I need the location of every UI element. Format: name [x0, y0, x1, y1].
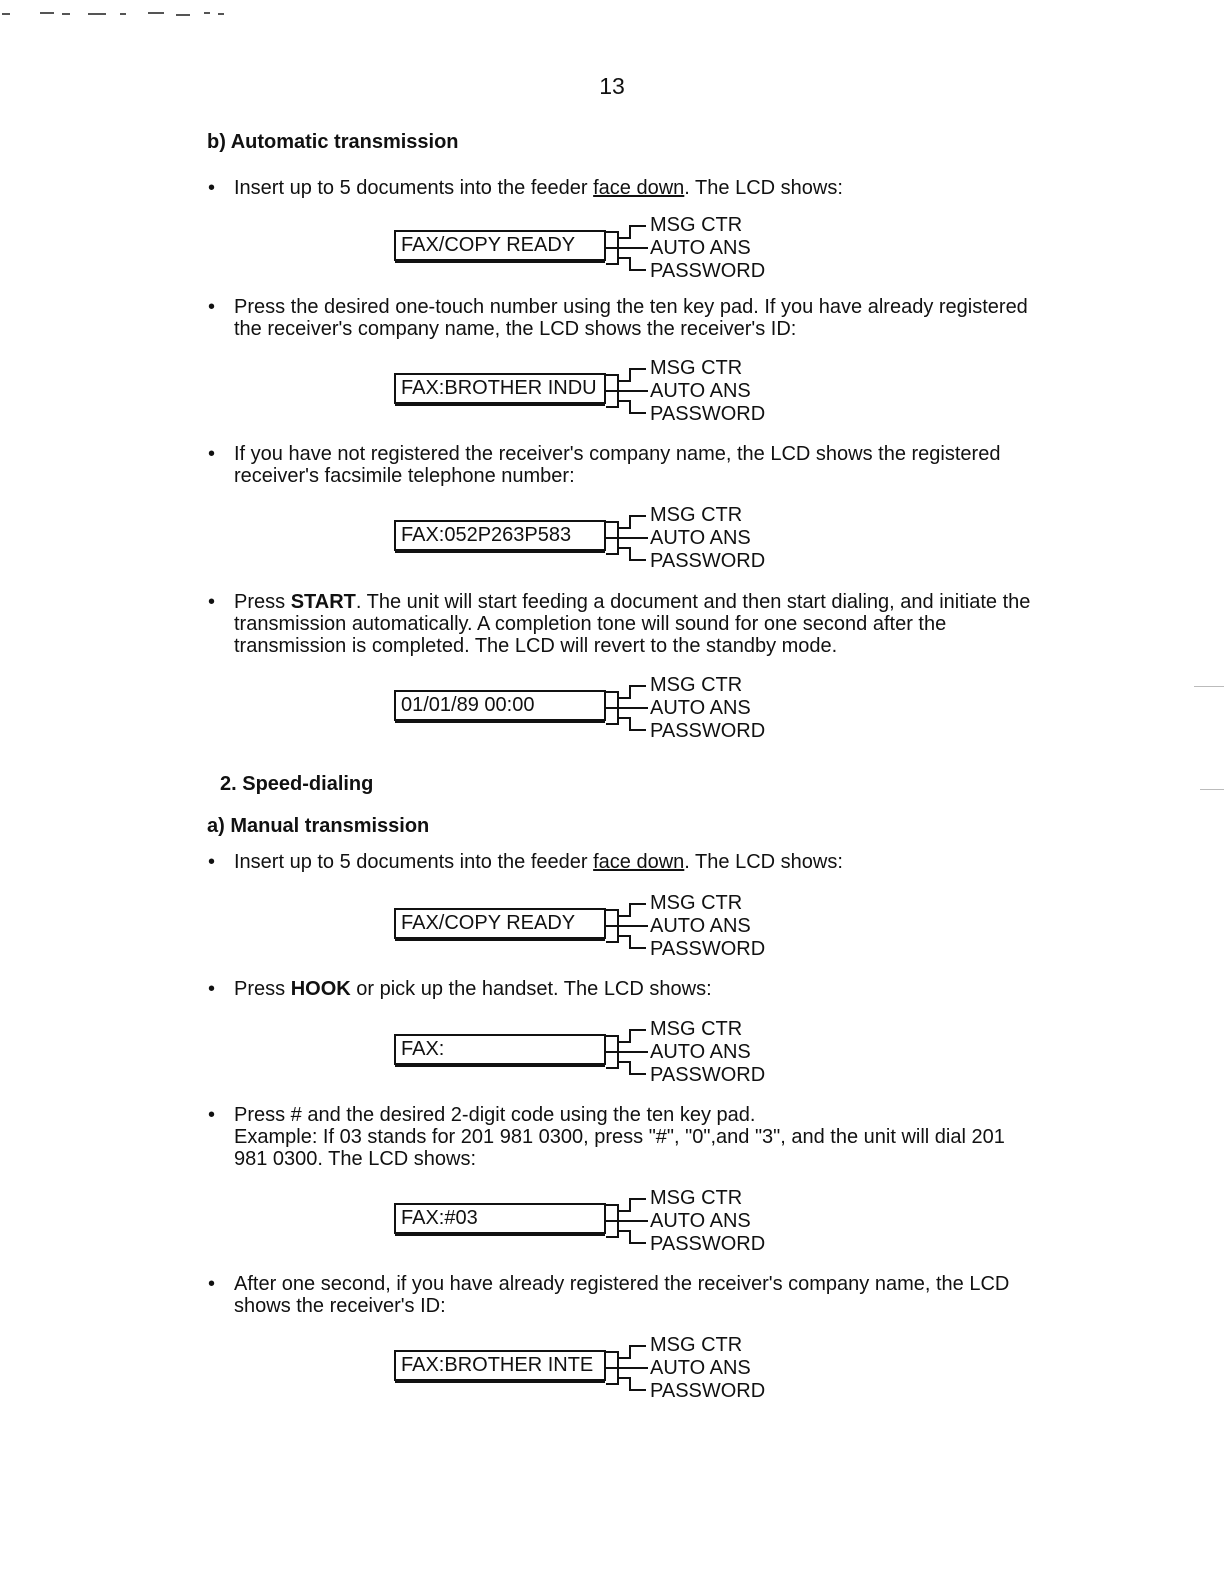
- lcd-label-msg-ctr: MSG CTR: [650, 1334, 743, 1356]
- lcd-label-auto-ans: AUTO ANS: [650, 237, 751, 259]
- section-heading-automatic-transmission: b) Automatic transmission: [207, 131, 459, 153]
- lcd-label-auto-ans: AUTO ANS: [650, 697, 751, 719]
- lcd-display-diagram: [394, 357, 794, 427]
- lcd-label-password: PASSWORD: [650, 403, 766, 425]
- lcd-label-auto-ans: AUTO ANS: [650, 1041, 751, 1063]
- step-text: Press # and the desired 2-digit code using the ten key pad. Example: If 03 stands for 201 981 0300, press "#", "0",and "3", and the unit will dial 201 981 0300. The LCD shows:: [234, 1104, 1005, 1170]
- scan-artifact: [0, 8, 240, 20]
- scan-artifact: [1194, 686, 1224, 687]
- lcd-screen: FAX:BROTHER INTE: [394, 1350, 606, 1381]
- bullet: •: [208, 1104, 216, 1126]
- lcd-screen: FAX:052P263P583: [394, 520, 606, 551]
- scan-artifact: [1200, 789, 1224, 790]
- lcd-label-auto-ans: AUTO ANS: [650, 1357, 751, 1379]
- bracket-connector-icon: [604, 674, 654, 744]
- face-down-text: face down: [593, 851, 685, 873]
- bracket-connector-icon: [604, 357, 654, 427]
- bracket-connector-icon: [604, 504, 654, 574]
- lcd-screen: 01/01/89 00:00: [394, 690, 606, 721]
- step-text: Insert up to 5 documents into the feeder face down. The LCD shows:: [234, 177, 843, 199]
- bracket-connector-icon: [604, 214, 654, 284]
- step-text: Press START. The unit will start feeding a document and then start dialing, and initiate the transmission automatically. A completion tone will sound for one second after the transmission is completed. The LCD will revert to the standby mode.: [234, 591, 1031, 657]
- section-heading-manual-transmission: a) Manual transmission: [207, 815, 430, 837]
- step-text: Insert up to 5 documents into the feeder face down. The LCD shows:: [234, 851, 843, 873]
- lcd-label-password: PASSWORD: [650, 1233, 766, 1255]
- lcd-screen: FAX/COPY READY: [394, 230, 606, 261]
- hook-key-label: HOOK: [290, 978, 351, 1000]
- bullet: •: [208, 177, 216, 199]
- face-down-text: face down: [593, 177, 685, 199]
- lcd-label-msg-ctr: MSG CTR: [650, 357, 743, 379]
- bullet: •: [208, 1273, 216, 1295]
- lcd-label-password: PASSWORD: [650, 938, 766, 960]
- bullet: •: [208, 851, 216, 873]
- bullet: •: [208, 296, 216, 318]
- lcd-display-diagram: [394, 504, 794, 574]
- lcd-label-password: PASSWORD: [650, 1380, 766, 1402]
- bullet: •: [208, 443, 216, 465]
- lcd-screen: FAX:: [394, 1034, 606, 1065]
- lcd-label-msg-ctr: MSG CTR: [650, 504, 743, 526]
- lcd-screen: FAX:BROTHER INDU: [394, 373, 606, 404]
- step-text: After one second, if you have already registered the receiver's company name, the LCD shows the receiver's ID:: [234, 1273, 1010, 1317]
- lcd-label-auto-ans: AUTO ANS: [650, 915, 751, 937]
- lcd-label-msg-ctr: MSG CTR: [650, 674, 743, 696]
- lcd-display-diagram: [394, 214, 794, 284]
- lcd-label-password: PASSWORD: [650, 720, 766, 742]
- lcd-screen: FAX/COPY READY: [394, 908, 606, 939]
- lcd-display-diagram: [394, 1334, 794, 1404]
- lcd-label-msg-ctr: MSG CTR: [650, 1018, 743, 1040]
- step-text: If you have not registered the receiver's company name, the LCD shows the registered receiver's facsimile telephone number:: [234, 443, 1001, 487]
- step-text: Press the desired one-touch number using the ten key pad. If you have already registered the receiver's company name, the LCD shows the receiver's ID:: [234, 296, 1028, 340]
- lcd-display-diagram: [394, 1018, 794, 1088]
- lcd-display-diagram: [394, 892, 794, 962]
- lcd-label-password: PASSWORD: [650, 550, 766, 572]
- lcd-label-auto-ans: AUTO ANS: [650, 380, 751, 402]
- lcd-label-password: PASSWORD: [650, 260, 766, 282]
- lcd-label-msg-ctr: MSG CTR: [650, 214, 743, 236]
- lcd-label-msg-ctr: MSG CTR: [650, 892, 743, 914]
- section-heading-speed-dialing: 2. Speed-dialing: [220, 773, 374, 795]
- bracket-connector-icon: [604, 1187, 654, 1257]
- lcd-label-msg-ctr: MSG CTR: [650, 1187, 743, 1209]
- lcd-display-diagram: [394, 1187, 794, 1257]
- lcd-label-auto-ans: AUTO ANS: [650, 1210, 751, 1232]
- lcd-screen: FAX:#03: [394, 1203, 606, 1234]
- step-text: Press HOOK or pick up the handset. The LCD shows:: [234, 978, 712, 1000]
- bracket-connector-icon: [604, 892, 654, 962]
- page-number: 13: [599, 73, 625, 99]
- bracket-connector-icon: [604, 1334, 654, 1404]
- bullet: •: [208, 591, 216, 613]
- lcd-label-password: PASSWORD: [650, 1064, 766, 1086]
- bullet: •: [208, 978, 216, 1000]
- lcd-label-auto-ans: AUTO ANS: [650, 527, 751, 549]
- bracket-connector-icon: [604, 1018, 654, 1088]
- start-key-label: START: [290, 591, 356, 613]
- lcd-display-diagram: [394, 674, 794, 744]
